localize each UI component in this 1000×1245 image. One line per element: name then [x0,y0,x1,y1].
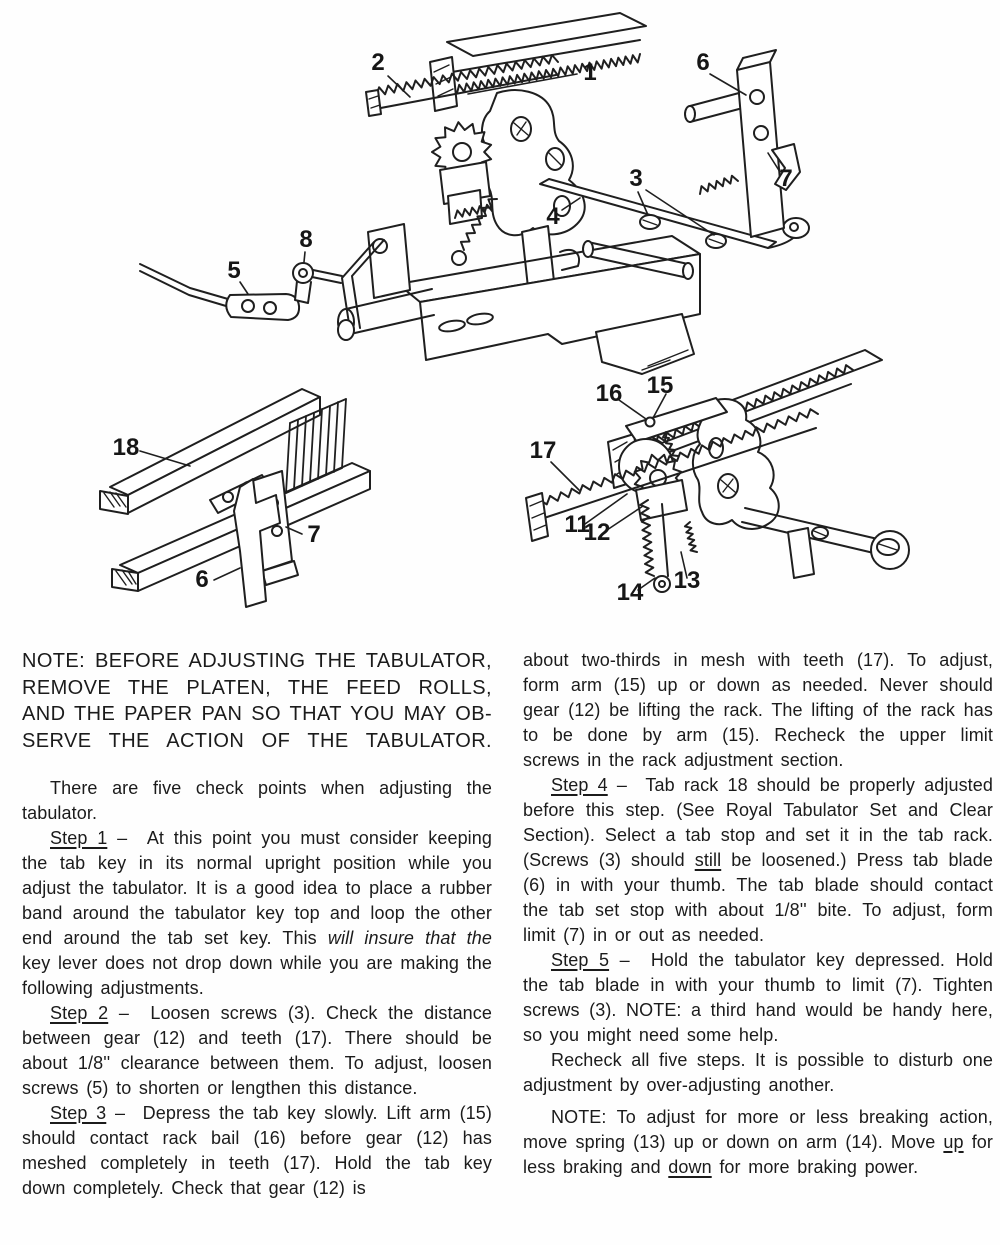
underlined-text: up [943,1132,964,1152]
figure-tab-rack-and-blade [90,375,420,620]
callout-label: 11 [564,511,590,538]
text-run: Recheck all five steps. It is possible to disturb one adjustment by over-adjusting another. [523,1050,993,1095]
underlined-text: still [694,850,722,870]
callout-label: 14 [616,579,644,606]
gear-hub [453,143,471,161]
note-block [22,648,492,754]
text-run: At this point you must consider keeping the tab key in its normal upright position while you adjust the tabulator. It is a good idea to place a rubber band around the tabulator key top and loop the other end around the tab set key. This [22,828,492,948]
text-run: NOTE: To adjust for more or less breaking action, move spring (13) up or down on arm (14). Move [523,1107,993,1152]
underlined-text: Step 2 [50,1003,109,1023]
pin-end [685,106,695,122]
limit-hole [272,526,282,536]
spring-eyelet [452,251,466,265]
front-rack-cap [366,90,381,116]
underlined-text: Step 1 [50,828,108,848]
callout-label: 17 [529,437,557,464]
gear-block [448,190,482,224]
text-run: key lever does not drop down while you are making the following adjustments. [22,953,492,998]
note-line: SERVE THE ACTION OF THE TABULATOR. [22,729,492,752]
callout-label: 6 [696,49,710,76]
callout-label: 15 [646,372,674,399]
paragraph [523,648,993,773]
left-column-paragraphs [22,776,492,1201]
bracket-hole [750,90,764,104]
text-run: for more braking power. [711,1157,919,1177]
lever-plate [226,294,299,320]
lever-hole [242,300,254,312]
paragraph [523,948,993,1048]
callout-label: 1 [583,59,597,86]
cover-plate [645,350,882,443]
callout-label: 5 [227,257,241,284]
serrated-edge [700,176,738,194]
crank-ring [293,263,313,283]
callout-label: 16 [595,380,623,407]
italic-text: will insure that the [327,928,492,948]
paragraph [523,1048,993,1098]
crank-pin [338,320,354,340]
callout-label: 12 [583,519,611,546]
pivot-pin [690,93,739,122]
rack-end-cap [526,493,548,541]
callout-label: 3 [629,165,643,192]
bail-hole [646,418,655,427]
rod-end [683,263,693,279]
callout-label: 13 [673,567,701,594]
arm-tip [654,576,670,592]
text-run: for less braking and [523,1132,993,1177]
callout-label: 8 [299,226,313,253]
rod-end-eye [783,218,809,238]
text-run: – [106,1103,143,1123]
note-line: AND THE PAPER PAN SO THAT YOU MAY OB- [22,703,493,725]
text-run: – [609,950,651,970]
paragraph [22,1001,492,1101]
text-run: Tab rack 18 should be properly adjusted before this step. (See Royal Tabulator Set and Clear Section). Select a tab stop and set it in the tab rack. (Screws (3) should [523,775,994,870]
underlined-text: Step 5 [551,950,610,970]
callout-label: 4 [546,203,560,230]
lever-arm [140,264,228,306]
text-run: Loosen screws (3). Check the distance between gear (12) and teeth (17). There should be about 1/8'' clearance between them. To adjust, loosen screws (5) to shorten or lengthen this distance. [22,1003,492,1098]
rod-end [583,241,593,257]
paragraph [523,773,993,948]
text-run: – [107,828,147,848]
callout-label: 2 [371,49,385,76]
rack-plate [447,13,646,56]
underlined-text: Step 4 [551,775,608,795]
right-column-paragraphs [523,648,993,1180]
support-plate [368,224,410,298]
crank-body [295,281,311,303]
callout-label: 7 [307,521,321,548]
crank-rod [312,270,342,283]
right-column [523,648,993,1180]
text-run: – [607,775,646,795]
text-run: There are five check points when adjusting the tabulator. [22,778,492,823]
paragraph [22,826,492,1001]
left-column [22,648,492,1201]
text-run: – [108,1003,151,1023]
paragraph [22,1101,492,1201]
underlined-text: down [668,1157,712,1177]
center-bracket [480,90,585,235]
spring [685,522,697,552]
text-run: Depress the tab key slowly. Lift arm (15) should contact rack bail (16) before gear (12) has meshed completely in teeth (17). Hold the tab key down completely. Check that gear (12) is [22,1103,492,1198]
lever-hole [264,302,276,314]
callout-label: 18 [112,434,140,461]
figure-gear-and-rack-detail [515,338,920,623]
text-run: Hold the tabulator key depressed. Hold the tab blade in with your thumb to limit (7). Tighten screws (3). NOTE: a third hand would be handy here, so you might need some help. [523,950,993,1045]
underlined-text: Step 3 [50,1103,107,1123]
callout-label: 6 [195,566,209,593]
paragraph [523,1105,993,1180]
rack-end-bracket [430,57,457,111]
note-line: NOTE: BEFORE ADJUSTING THE TABULATOR, [22,650,492,672]
bracket-hole [754,126,768,140]
figure-tabulator-mechanism-top [0,0,1000,392]
callout-label: 7 [779,165,793,192]
paragraph [22,776,492,826]
text-run: about two-thirds in mesh with teeth (17). To adjust, form arm (15) up or down as needed. Never should gear (12) be lifting the rack. The lifting of the rack has to be done by arm (15). Recheck the upper limit screws in the rack adjustment section. [523,650,993,770]
note-line: REMOVE THE PLATEN, THE FEED ROLLS, [22,676,492,699]
text-run: be loosened.) Press tab blade (6) in with your thumb. The tab blade should contact the tab set stop with about 1/8'' bite. To adjust, form limit (7) in or out as needed. [523,850,993,945]
hanging-strap [788,528,814,578]
plate-hole [223,492,233,502]
